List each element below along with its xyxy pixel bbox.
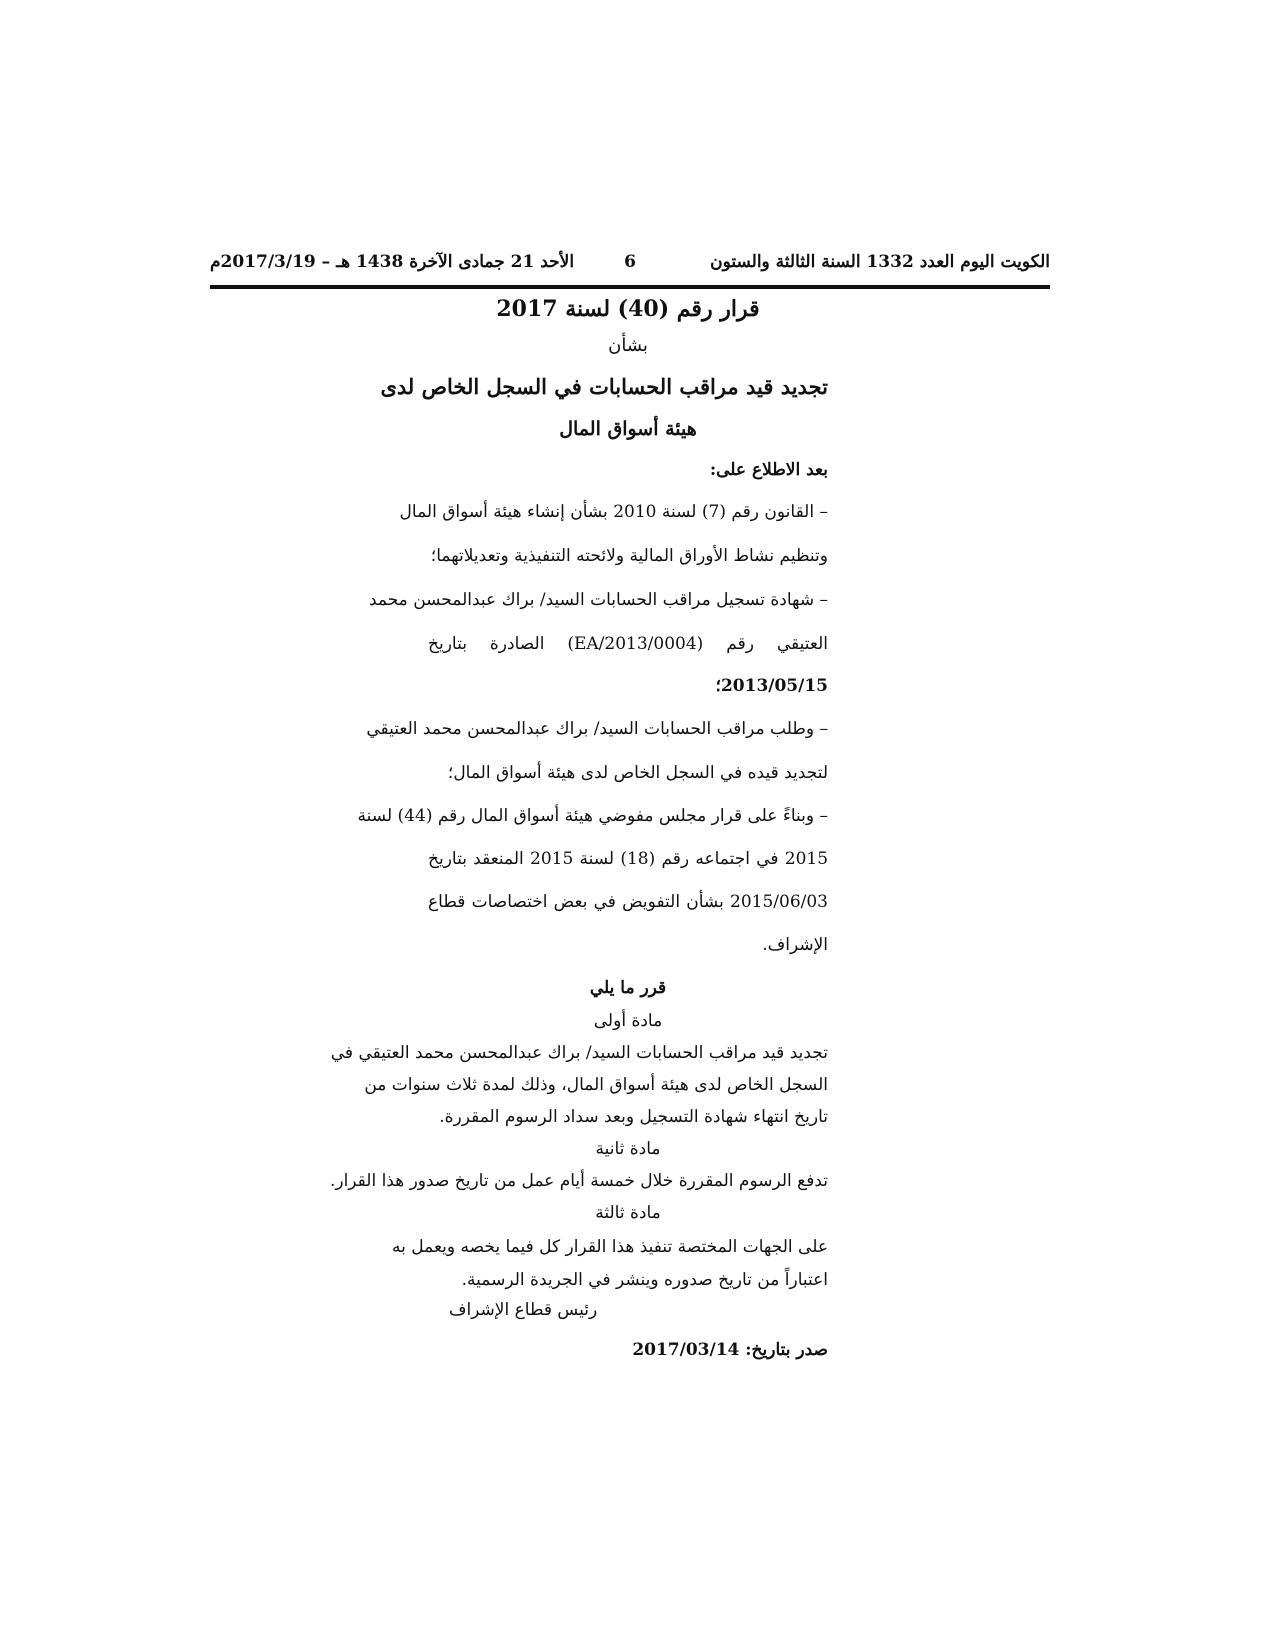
- article-1-line: تاريخ انتهاء شهادة التسجيل وبعد سداد الرسوم المقررة.: [439, 1107, 828, 1127]
- header-divider: [210, 285, 1050, 289]
- article-1-line: السجل الخاص لدى هيئة أسواق المال، وذلك لمدة ثلاث سنوات من: [364, 1075, 828, 1095]
- article-1-title: مادة أولى: [593, 1011, 663, 1031]
- article-3-line: اعتباراً من تاريخ صدوره وينشر في الجريدة الرسمية.: [461, 1270, 828, 1290]
- header-page-number: 6: [624, 252, 636, 272]
- article-1-line: تجديد قيد مراقب الحسابات السيد/ براك عبدالمحسن محمد العتيقي في: [330, 1043, 828, 1063]
- preamble-line: – وبناءً على قرار مجلس مفوضي هيئة أسواق المال رقم (44) لسنة: [357, 806, 828, 826]
- preamble-line: 2015/06/03 بشأن التفويض في بعض اختصاصات قطاع: [428, 892, 828, 912]
- article-3-line: على الجهات المختصة تنفيذ هذا القرار كل فيما يخصه ويعمل به: [392, 1237, 828, 1257]
- decree-subject-line-1: تجديد قيد مراقب الحسابات في السجل الخاص لدى: [380, 374, 828, 399]
- header-date: الأحد 21 جمادى الآخرة 1438 هـ – 2017/3/19م: [210, 252, 575, 272]
- preamble-line: العتيقي رقم (EA/2013/0004) الصادرة بتاريخ: [428, 634, 828, 654]
- preamble-line: – شهادة تسجيل مراقب الحسابات السيد/ براك عبدالمحسن محمد: [368, 590, 828, 610]
- decree-title: قرار رقم (40) لسنة 2017: [496, 296, 760, 322]
- decree-subject-line-2: هيئة أسواق المال: [559, 418, 697, 440]
- decree-regarding: بشأن: [608, 335, 648, 356]
- signatory-title: رئيس قطاع الإشراف: [448, 1300, 598, 1320]
- article-2-line: تدفع الرسوم المقررة خلال خمسة أيام عمل من تاريخ صدور هذا القرار.: [329, 1171, 828, 1191]
- article-2-title: مادة ثانية: [595, 1139, 661, 1159]
- article-3-title: مادة ثالثة: [595, 1203, 661, 1223]
- page-header: [210, 252, 1050, 280]
- decision-heading: قرر ما يلي: [589, 978, 667, 998]
- preamble-line: 2015 في اجتماعه رقم (18) لسنة 2015 المنعقد بتاريخ: [428, 849, 829, 869]
- preamble-line: لتجديد قيده في السجل الخاص لدى هيئة أسواق المال؛: [447, 763, 828, 783]
- preamble-line: – وطلب مراقب الحسابات السيد/ براك عبدالمحسن محمد العتيقي: [366, 719, 828, 739]
- issue-date: صدر بتاريخ: 2017/03/14: [632, 1340, 828, 1360]
- preamble-intro: بعد الاطلاع على:: [709, 460, 828, 480]
- header-publication-issue: الكويت اليوم العدد 1332 السنة الثالثة والستون: [710, 252, 1050, 272]
- preamble-line: 2013/05/15؛: [715, 676, 828, 696]
- preamble-line: الإشراف.: [762, 935, 828, 955]
- preamble-line: وتنظيم نشاط الأوراق المالية ولائحته التنفيذية وتعديلاتهما؛: [430, 546, 828, 566]
- preamble-line: – القانون رقم (7) لسنة 2010 بشأن إنشاء هيئة أسواق المال: [399, 502, 828, 522]
